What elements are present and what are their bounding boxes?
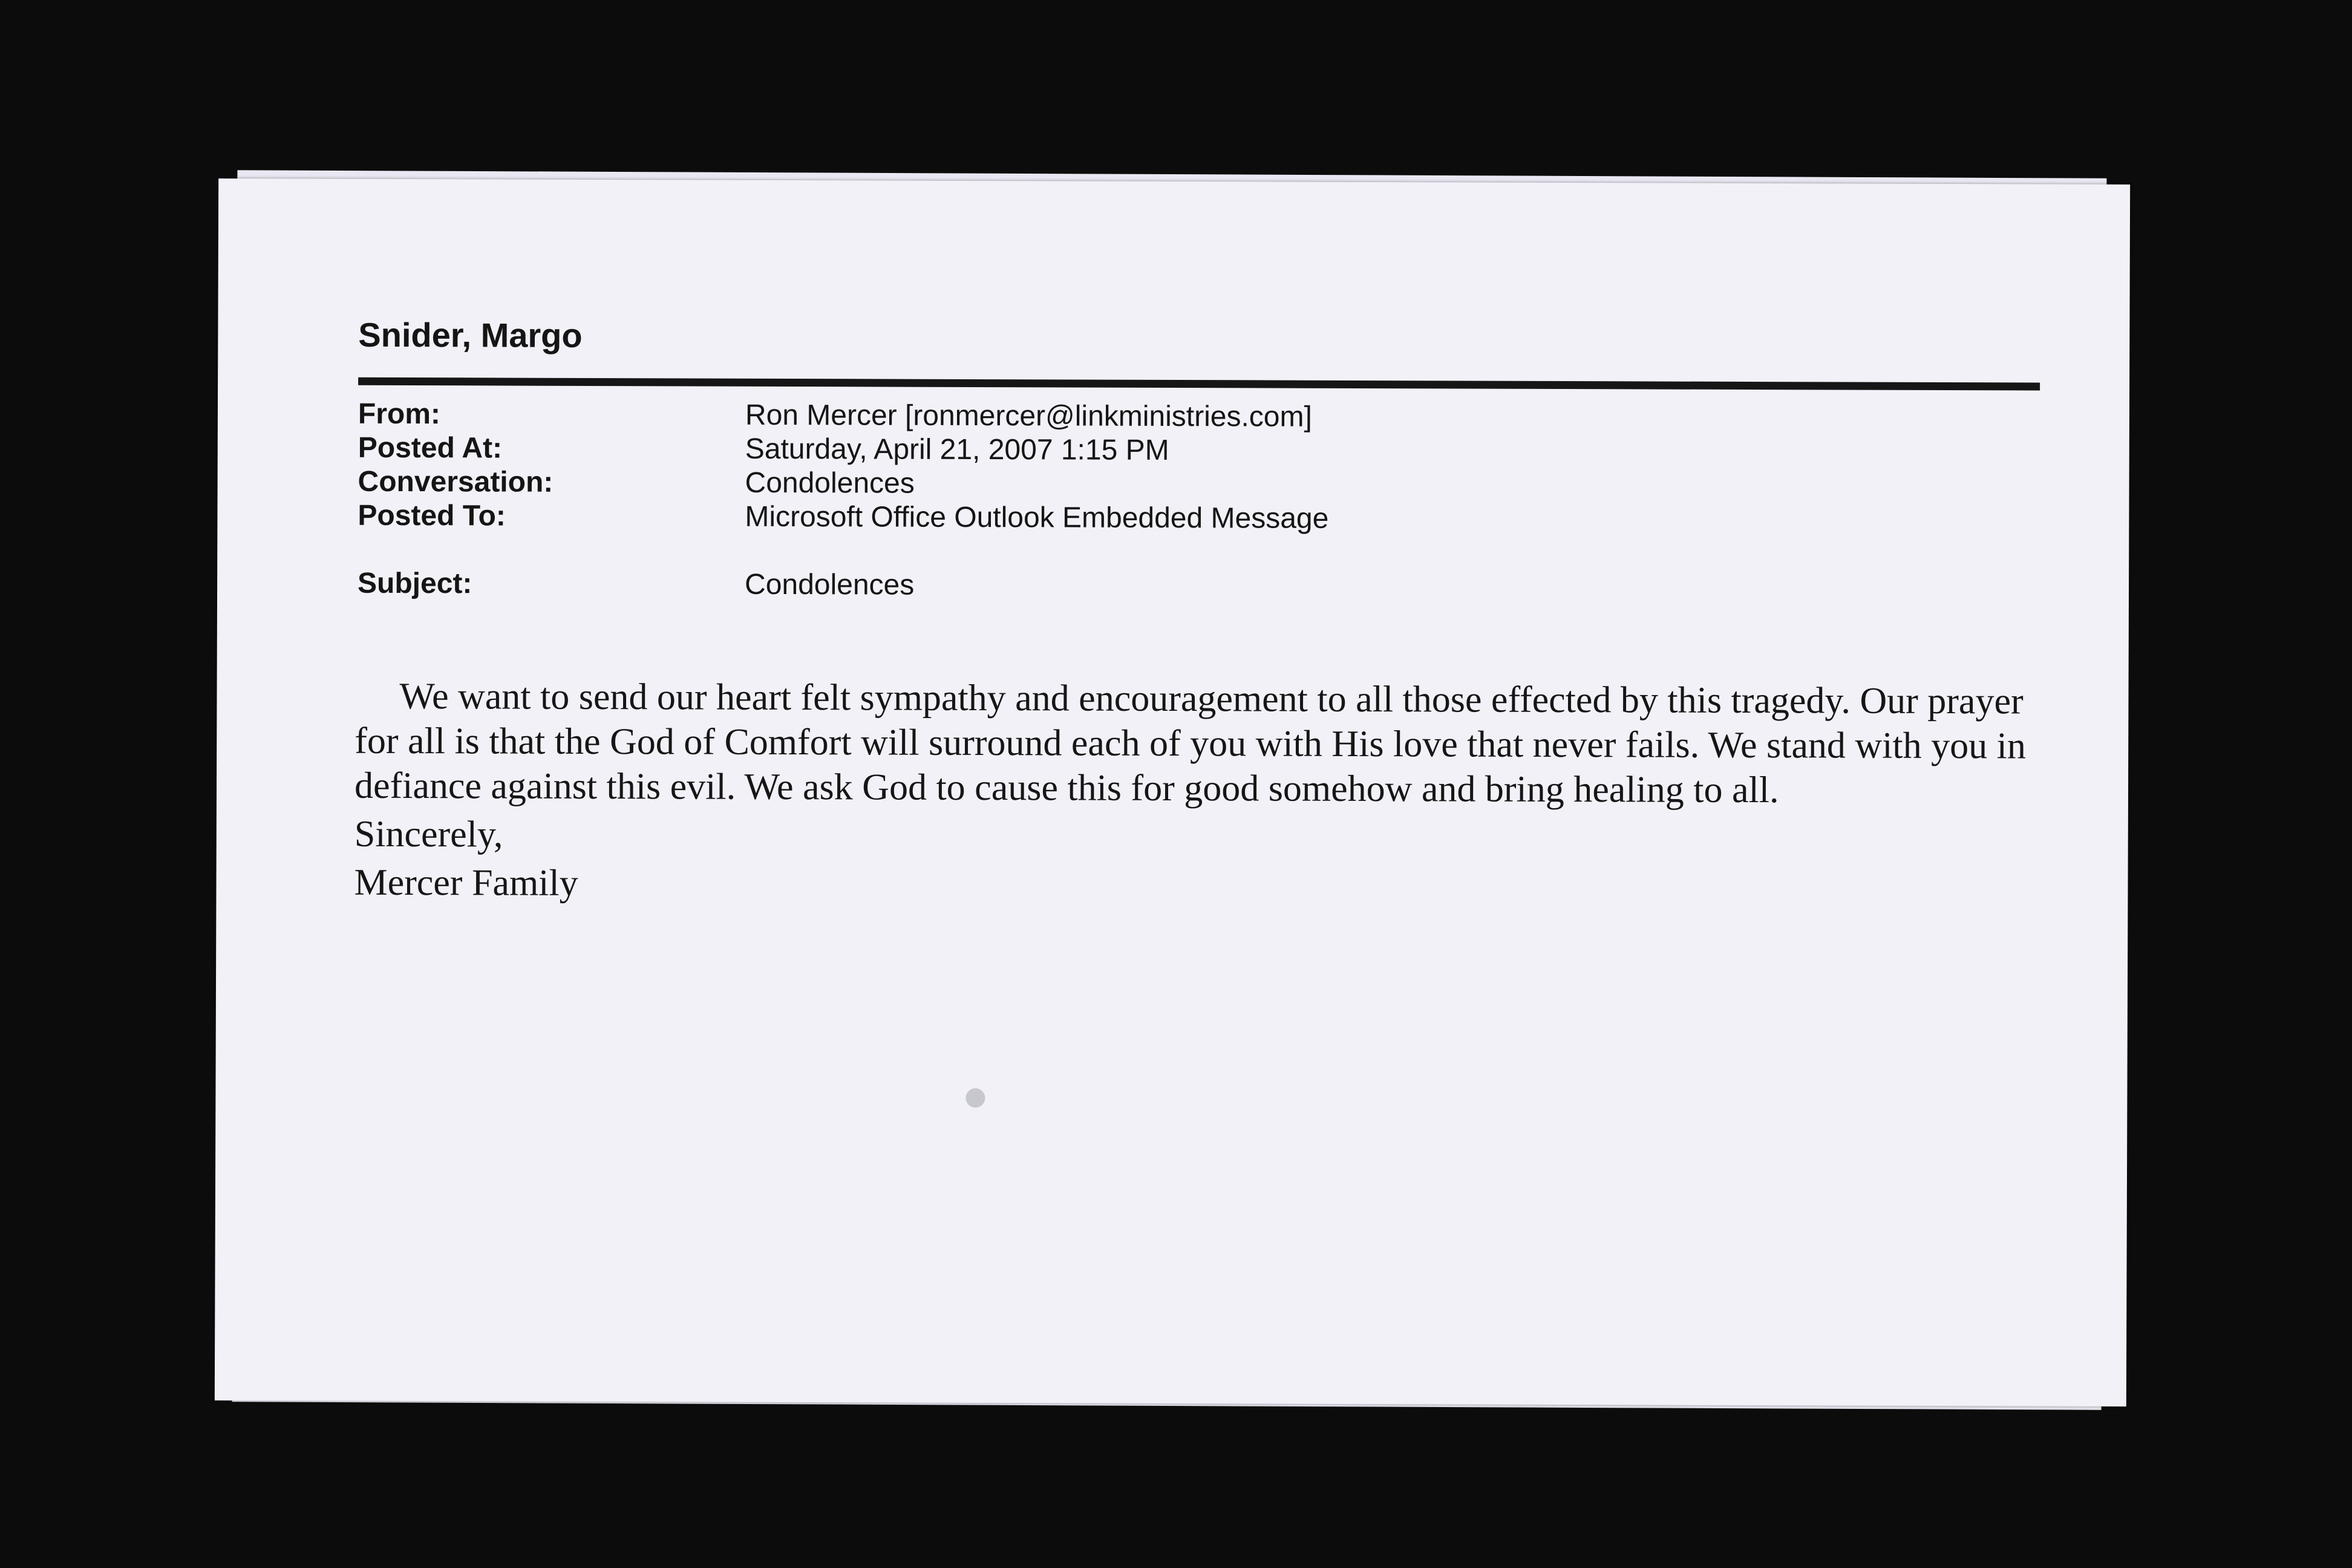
field-label-posted-to: Posted To: xyxy=(358,499,506,532)
field-value-from: Ron Mercer [ronmercer@linkministries.com] xyxy=(745,399,1312,433)
page-content xyxy=(215,178,2130,1406)
header-divider xyxy=(358,377,2040,391)
field-label-posted-at: Posted At: xyxy=(358,431,503,465)
field-value-conversation: Condolences xyxy=(745,466,915,500)
field-value-posted-at: Saturday, April 21, 2007 1:15 PM xyxy=(745,433,1169,466)
field-value-subject: Condolences xyxy=(744,568,915,601)
field-row-posted-to xyxy=(358,498,1991,538)
field-label-subject: Subject: xyxy=(357,567,472,600)
message-paragraph: We want to send our heart felt sympathy and encouragement to all those effected by this tragedy. Our prayer for all is that the God of Comfort will surround each of you with His love that never fails. We stand with you in defiance against this evil. We ask God to cause this for good somehow and bring healing to all. xyxy=(354,675,2027,811)
message-signature: Mercer Family xyxy=(354,861,578,904)
field-row-subject xyxy=(358,566,1991,606)
field-label-conversation: Conversation: xyxy=(358,465,554,498)
message-body xyxy=(354,674,2048,910)
field-value-posted-to: Microsoft Office Outlook Embedded Message xyxy=(745,500,1329,535)
field-label-from: From: xyxy=(358,397,441,431)
paper-smudge xyxy=(965,1088,985,1108)
printed-email-page xyxy=(215,178,2130,1406)
mailbox-owner-name: Snider, Margo xyxy=(358,315,583,354)
message-closing: Sincerely, xyxy=(354,813,503,855)
